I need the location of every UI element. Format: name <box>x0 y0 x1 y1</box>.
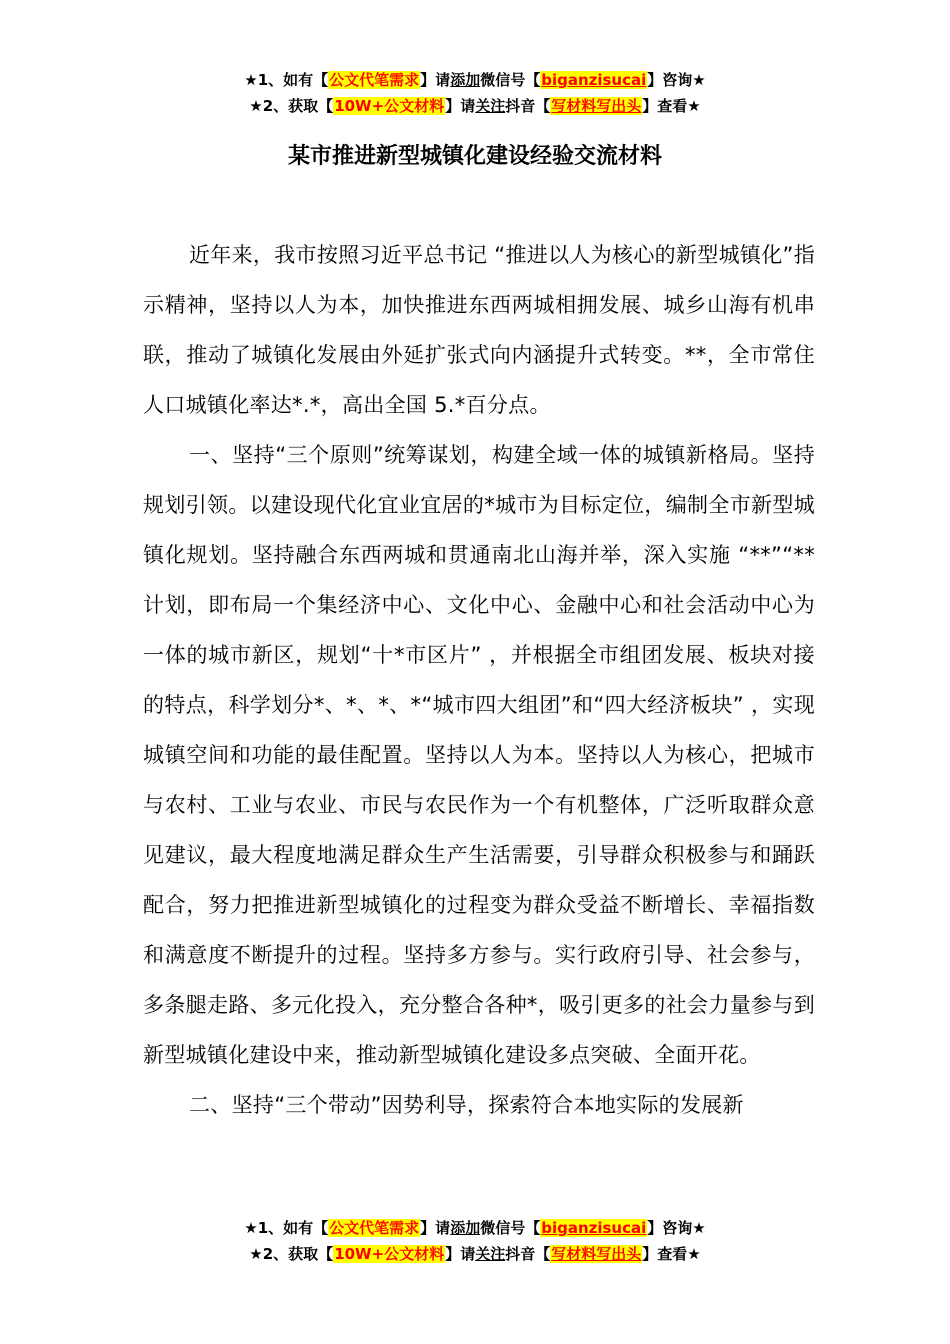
footer-line-2-prefix: ★2、获取【 <box>249 1245 334 1263</box>
footer-banner-line-2 <box>0 1241 950 1267</box>
paragraph-section-1: 一、坚持“三个原则”统筹谋划，构建全域一体的城镇新格局。坚持规划引领。以建设现代化宜业宜居的*城市为目标定位，编制全市新型城镇化规划。坚持融合东西两城和贯通南北山海并举，深入实施 “**”“**计划，即布局一个集经济中心、文化中心、金融中心和社会活动中心为一体的城市新区，规划“十*市区片” ，并根据全市组团发展、板块对接的特点，科学划分*、*、*、*“城市四大组团”和“四大经济板块” ，实现城镇空间和功能的最佳配置。坚持以人为本。坚持以人为核心，把城市与农村、工业与农业、市民与农民作为一个有机整体，广泛听取群众意见建议，最大程度地满足群众生产生活需要，引导群众积极参与和踊跃配合，努力把推进新型城镇化的过程变为群众受益不断增长、幸福指数和满意度不断提升的过程。坚持多方参与。实行政府引导、社会参与，多条腿走路、多元化投入，充分整合各种*，吸引更多的社会力量参与到新型城镇化建设中来，推动新型城镇化建设多点突破、全面开花。 <box>143 443 815 1067</box>
paragraph-section-2: 二、坚持“三个带动”因势利导，探索符合本地实际的发展新 <box>189 1093 744 1117</box>
footer-highlight-materials: 10W+公文材料 <box>334 1245 445 1263</box>
banner-line-1 <box>0 67 950 93</box>
banner-line-2 <box>0 93 950 119</box>
banner-line-1-mid2: 微信号【 <box>480 71 541 89</box>
paragraph-intro: 近年来，我市按照习近平总书记 “推进以人为核心的新型城镇化”指示精神，坚持以人为本，加快推进东西两城相拥发展、城乡山海有机串联，推动了城镇化发展由外延扩张式向内涵提升式转变。**，全市常住人口城镇化率达*.*，高出全国 5.*百分点。 <box>143 243 815 417</box>
banner-highlight-materials: 10W+公文材料 <box>334 97 445 115</box>
footer-douyin-account-link[interactable]: 写材料写出头 <box>551 1245 642 1263</box>
footer-line-1-mid2: 微信号【 <box>480 1219 541 1237</box>
document-title: 某市推进新型城镇化建设经验交流材料 <box>287 144 662 169</box>
footer-add-label: 添加 <box>450 1219 481 1237</box>
wechat-id-link[interactable]: biganzisucai <box>541 71 647 89</box>
footer-line-1-suffix: 】咨询★ <box>647 1219 706 1237</box>
footer-line-2-mid2: 抖音【 <box>505 1245 551 1263</box>
footer-line-1-mid: 】请 <box>420 1219 451 1237</box>
banner-highlight-service: 公文代笔需求 <box>329 71 420 89</box>
banner-line-2-mid2: 抖音【 <box>505 97 551 115</box>
document-body <box>143 230 815 1130</box>
banner-follow-label: 关注 <box>475 97 506 115</box>
banner-line-1-mid: 】请 <box>420 71 451 89</box>
footer-wechat-id-link[interactable]: biganzisucai <box>541 1219 647 1237</box>
header-banner <box>0 67 950 119</box>
footer-banner <box>0 1215 950 1267</box>
footer-highlight-service: 公文代笔需求 <box>329 1219 420 1237</box>
banner-add-label: 添加 <box>450 71 481 89</box>
banner-line-1-suffix: 】咨询★ <box>647 71 706 89</box>
douyin-account-link[interactable]: 写材料写出头 <box>551 97 642 115</box>
footer-line-1-prefix: ★1、如有【 <box>244 1219 329 1237</box>
banner-line-2-prefix: ★2、获取【 <box>249 97 334 115</box>
footer-banner-line-1 <box>0 1215 950 1241</box>
banner-line-2-suffix: 】查看★ <box>642 97 701 115</box>
footer-follow-label: 关注 <box>475 1245 506 1263</box>
footer-line-2-suffix: 】查看★ <box>642 1245 701 1263</box>
footer-line-2-mid: 】请 <box>445 1245 476 1263</box>
banner-line-2-mid: 】请 <box>445 97 476 115</box>
banner-line-1-prefix: ★1、如有【 <box>244 71 329 89</box>
